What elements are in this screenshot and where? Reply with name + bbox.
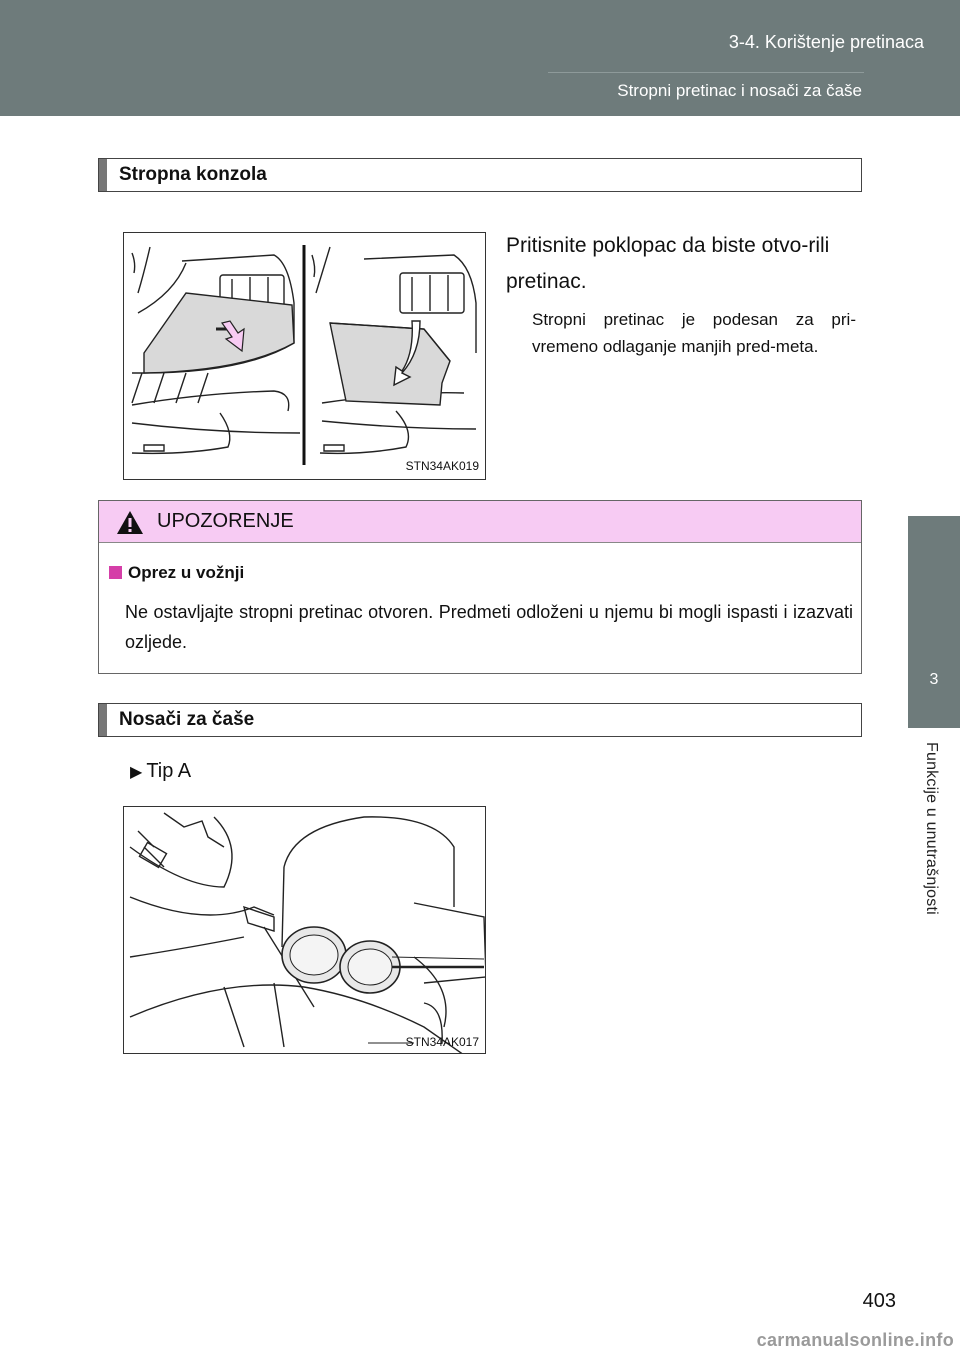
chapter-title: 3-4. Korištenje pretinaca	[728, 32, 924, 52]
note-text: Stropni pretinac je podesan za pri-vremeno odlaganje manjih pred-meta.	[532, 310, 856, 356]
warning-triangle-icon	[115, 509, 145, 541]
tip-label-text: Tip A	[146, 760, 192, 782]
triangle-right-icon: ▶	[130, 764, 143, 781]
warning-subheading	[109, 563, 244, 583]
figure-code: STN34AK019	[405, 459, 479, 473]
section-heading-text: Nosači za čaše	[119, 709, 255, 730]
warning-title: UPOZORENJE	[157, 510, 294, 532]
section-heading-text: Stropna konzola	[119, 164, 267, 185]
warning-box	[98, 500, 862, 674]
chapter-side-tab	[908, 116, 960, 1360]
side-tab-number: 3	[929, 671, 939, 688]
figure-cup-holders	[123, 806, 486, 1054]
warning-header	[99, 501, 861, 543]
side-tab-marker	[908, 516, 960, 728]
section-heading-cup-holders	[98, 703, 862, 737]
header-divider	[548, 72, 864, 73]
watermark: carmanualsonline.info	[756, 1330, 954, 1350]
square-bullet-icon	[109, 566, 122, 579]
tip-label	[130, 760, 191, 783]
overhead-console-illustration	[124, 233, 486, 480]
warning-text: Ne ostavljajte stropni pretinac otvoren. Predmeti odloženi u njemu bi mogli ispasti i izazvati ozljede.	[125, 602, 853, 652]
figure-overhead-console	[123, 232, 486, 480]
side-tab-label: Funkcije u unutrašnjosti	[923, 742, 940, 915]
figure-code: STN34AK017	[405, 1035, 479, 1049]
section-heading-overhead-console	[98, 158, 862, 192]
page-number: 403	[862, 1290, 896, 1312]
warning-subheading-text: Oprez u vožnji	[128, 563, 245, 582]
page-header	[0, 0, 960, 116]
section-title: Stropni pretinac i nosači za čaše	[617, 81, 862, 100]
cup-holder-illustration	[124, 807, 486, 1054]
instruction-text: Pritisnite poklopac da biste otvo-rili pretinac.	[506, 234, 830, 293]
